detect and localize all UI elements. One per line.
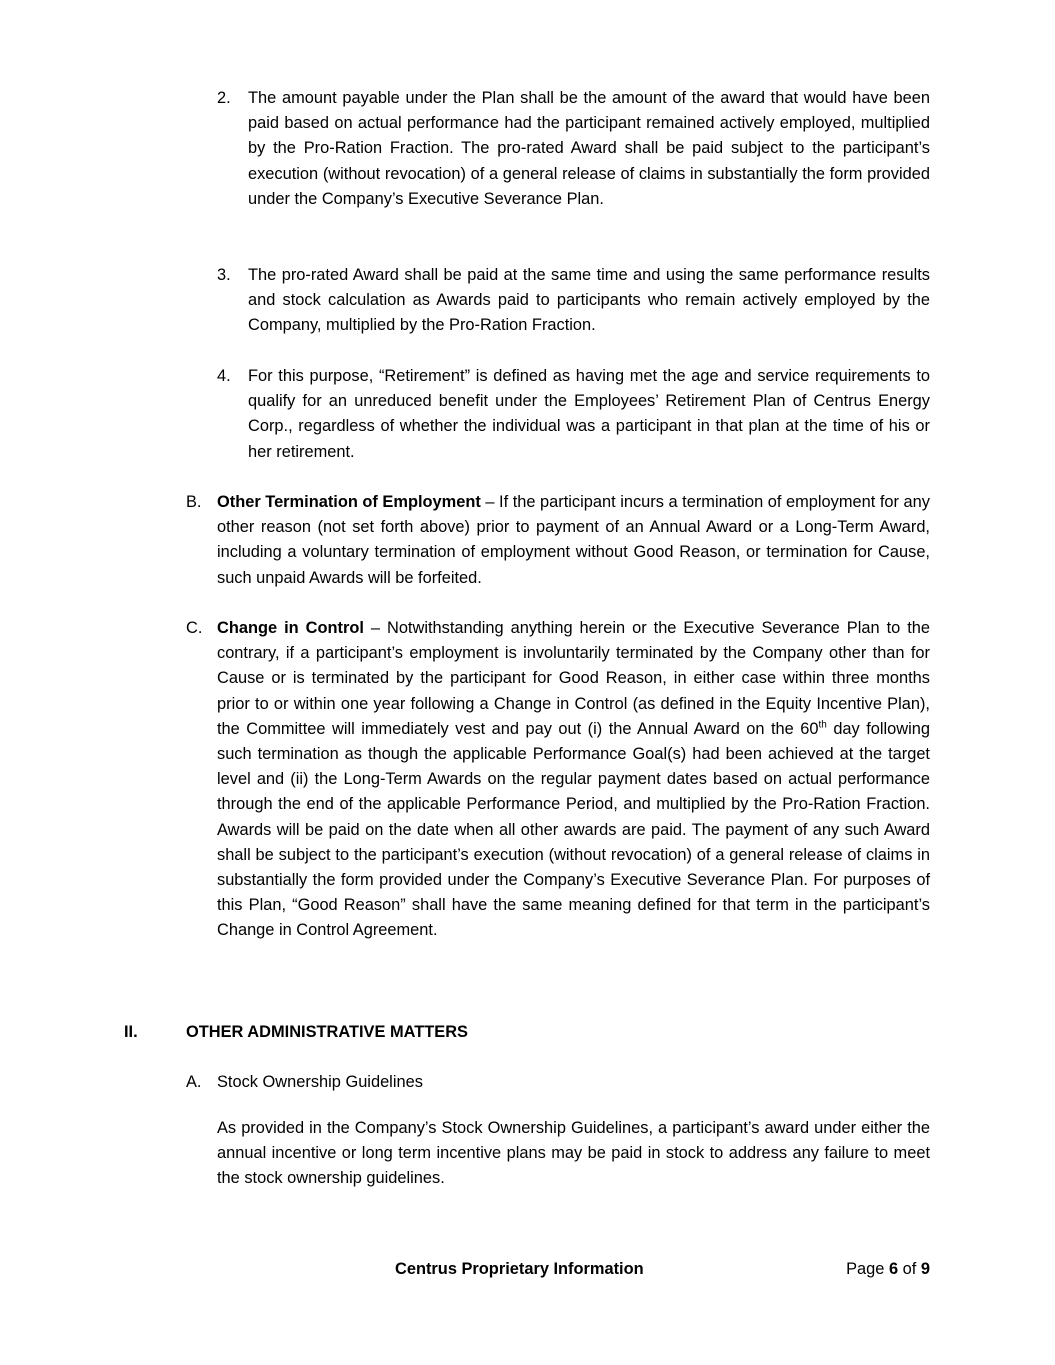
footer-label: Centrus Proprietary Information <box>395 1260 644 1278</box>
section-text: – If the participant incurs a termination of employment for any other reason (not set forth above) prior to payment of an Annual Award or a Long-Term Award, including a voluntary termination of employment without Good Reason, or termination for Cause, such unpaid Awards will be forfeited. <box>217 493 930 587</box>
item-number: 2. <box>217 89 231 107</box>
of-word: of <box>902 1260 917 1278</box>
section-letter: B. <box>186 493 202 511</box>
section-ii-a-heading: Stock Ownership Guidelines <box>217 1073 423 1091</box>
section-text-cont: day following such termination as though the applicable Performance Goal(s) had been achieved at the target level and (ii) the Long-Term Awards on the regular payment dates based on actual performance through the end of the applicable Performance Period, and multiplied by the Pro-Ration Fraction. Awards will be paid on the date when all other awards are paid. The payment of any such Award shall be subject to the participant’s execution (without revocation) of a general release of claims in substantially the form provided under the Company’s Executive Severance Plan. For purposes of this Plan, “Good Reason” shall have the same meaning defined for that term in the participant’s Change in Control Agreement. <box>217 719 930 940</box>
section-ii-a-text: As provided in the Company’s Stock Ownership Guidelines, a participant’s award under either the annual incentive or long term incentive plans may be paid in stock to address any failure to meet the stock ownership guidelines. <box>217 1119 930 1188</box>
item-number: 3. <box>217 266 231 284</box>
current-page: 6 <box>888 1260 899 1278</box>
section-heading: Other Termination of Employment <box>217 493 481 511</box>
list-item-2 <box>217 86 930 212</box>
page-word: Page <box>846 1260 885 1278</box>
page-number <box>846 1257 930 1282</box>
list-item-4 <box>217 364 930 465</box>
section-ii-a-letter: A. <box>186 1073 202 1091</box>
item-text: The amount payable under the Plan shall be the amount of the award that would have been paid based on actual performance had the participant remained actively employed, multiplied by the Pro-Ration Fraction. The pro-rated Award shall be paid subject to the participant’s execution (without revocation) of a general release of claims in substantially the form provided under the Company’s Executive Severance Plan. <box>248 89 930 208</box>
item-number: 4. <box>217 367 231 385</box>
section-heading: Change in Control <box>217 619 364 637</box>
list-item-3 <box>217 263 930 339</box>
item-text: The pro-rated Award shall be paid at the same time and using the same performance results and stock calculation as Awards paid to participants who remain actively employed by the Company, multiplied by the Pro-Ration Fraction. <box>248 266 930 335</box>
section-text: – Notwithstanding anything herein or the Executive Severance Plan to the contrary, if a participant’s employment is involuntarily terminated by the Company other than for Cause or is terminated by the participant for Good Reason, in either case within three months prior to or within one year following a Change in Control (as defined in the Equity Incentive Plan), the Committee will immediately vest and pay out (i) the Annual Award on the 60 <box>217 619 931 738</box>
section-letter: C. <box>186 619 203 637</box>
section-ii-number: II. <box>124 1023 138 1041</box>
item-text: For this purpose, “Retirement” is defined as having met the age and service requirements to qualify for an unreduced benefit under the Employees’ Retirement Plan of Centrus Energy Corp., regardless of whether the individual was a participant in that plan at the time of his or her retirement. <box>248 367 930 461</box>
section-ii-title: OTHER ADMINISTRATIVE MATTERS <box>186 1023 468 1041</box>
section-c <box>186 616 930 944</box>
total-pages: 9 <box>920 1260 930 1278</box>
superscript: th <box>818 719 827 731</box>
section-b <box>186 490 930 591</box>
